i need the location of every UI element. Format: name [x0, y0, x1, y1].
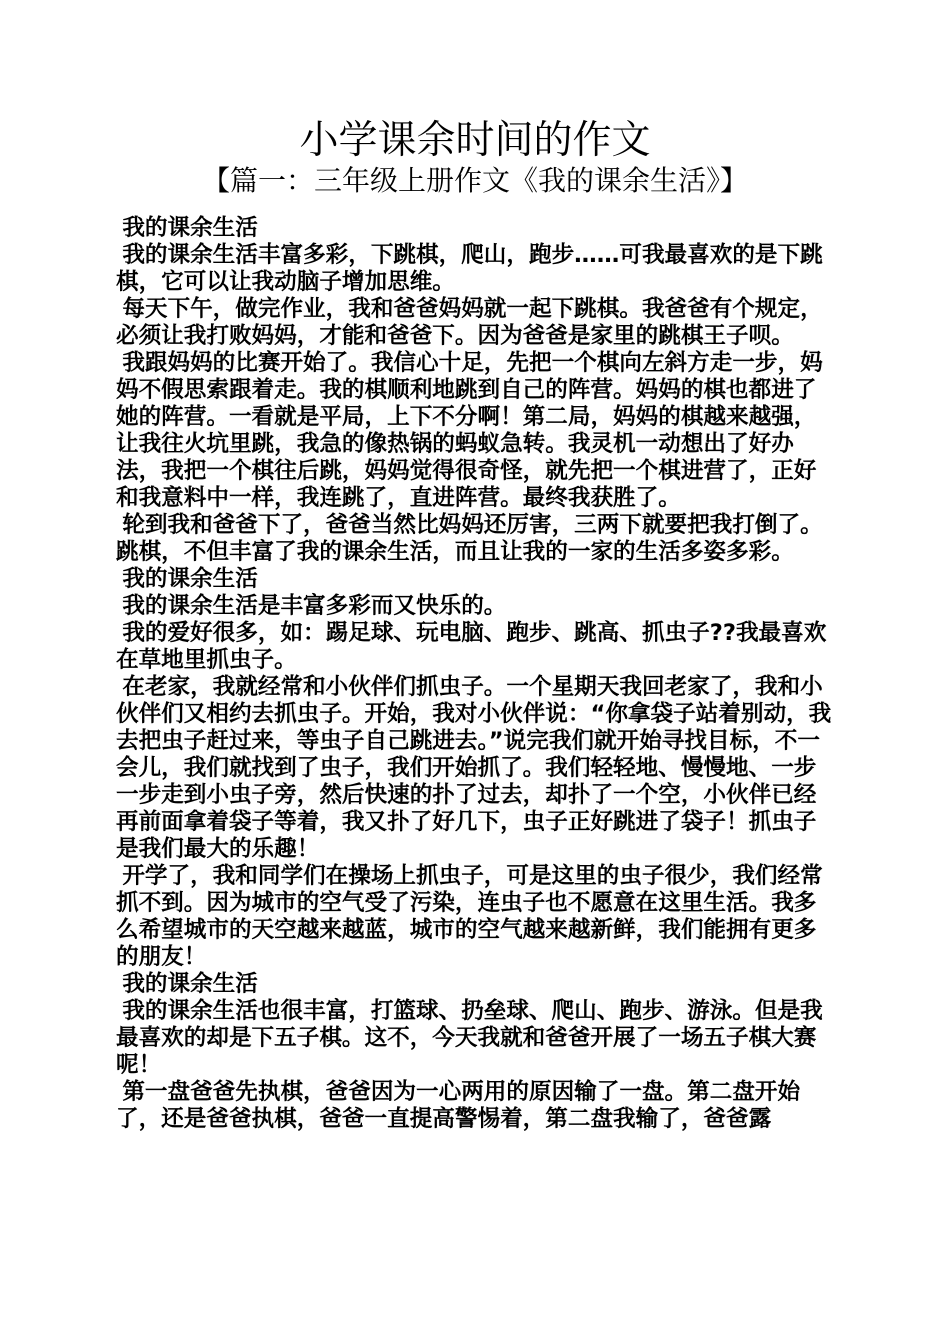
paragraph: 我的课余生活: [122, 566, 258, 592]
paragraph: 我的课余生活是丰富多彩而又快乐的。: [122, 593, 507, 619]
paragraph: 我的课余生活丰富多彩，下跳棋，爬山，跑步……可我最喜欢的是下跳棋，它可以让我动脑子增加思维。: [116, 242, 823, 295]
paragraph: 在老家，我就经常和小伙伴们抓虫子。一个星期天我回老家了，我和小伙伴们又相约去抓虫子。开始，我对小伙伴说：“你拿袋子站着别动，我去把虫子赶过来，等虫子自己跳进去。”说完我们就开始寻找目标，不一会儿，我们就找到了虫子，我们开始抓了。我们轻轻地、慢慢地、一步一步走到小虫子旁，然后快速的扑了过去，却扑了一个空，小伙伴已经再前面拿着袋子等着，我又扑了好几下，虫子正好跳进了袋子！抓虫子是我们最大的乐趣！: [116, 674, 832, 862]
paragraph: 我跟妈妈的比赛开始了。我信心十足，先把一个棋向左斜方走一步，妈妈不假思索跟着走。我的棋顺利地跳到自己的阵营。妈妈的棋也都进了她的阵营。一看就是平局，上下不分啊！第二局，妈妈的棋越来越强，让我往火坑里跳，我急的像热锅的蚂蚁急转。我灵机一动想出了好办法，我把一个棋往后跳，妈妈觉得很奇怪，就先把一个棋进营了，正好和我意料中一样，我连跳了，直进阵营。最终我获胜了。: [116, 350, 823, 511]
paragraph: 我的课余生活: [122, 971, 258, 997]
paragraph: 开学了，我和同学们在操场上抓虫子，可是这里的虫子很少，我们经常抓不到。因为城市的空气受了污染，连虫子也不愿意在这里生活。我多么希望城市的天空越来越蓝，城市的空气越来越新鲜，我们能拥有更多的朋友！: [116, 863, 823, 970]
paragraph: 我的课余生活也很丰富，打篮球、扔垒球、爬山、跑步、游泳。但是我最喜欢的却是下五子棋。这不，今天我就和爸爸开展了一场五子棋大赛呢！: [116, 998, 823, 1078]
paragraph: 第一盘爸爸先执棋，爸爸因为一心两用的原因输了一盘。第二盘开始了，还是爸爸执棋，爸爸一直提高警惕着，第二盘我输了，爸爸露: [116, 1079, 801, 1132]
document-subtitle: 【篇一：三年级上册作文《我的课余生活》】: [201, 164, 748, 197]
paragraph: 我的课余生活: [122, 215, 258, 241]
paragraph: 每天下午，做完作业，我和爸爸妈妈就一起下跳棋。我爸爸有个规定，必须让我打败妈妈，才能和爸爸下。因为爸爸是家里的跳棋王子呗。: [116, 296, 823, 349]
paragraph: 我的爱好很多，如：踢足球、玩电脑、跑步、跳高、抓虫子??我最喜欢在草地里抓虫子。: [116, 620, 827, 673]
paragraph: 轮到我和爸爸下了，爸爸当然比妈妈还厉害，三两下就要把我打倒了。 跳棋，不但丰富了我的课余生活，而且让我的一家的生活多姿多彩。: [116, 512, 823, 565]
document-title: 小学课余时间的作文: [299, 118, 651, 163]
document-body: [116, 215, 836, 1133]
